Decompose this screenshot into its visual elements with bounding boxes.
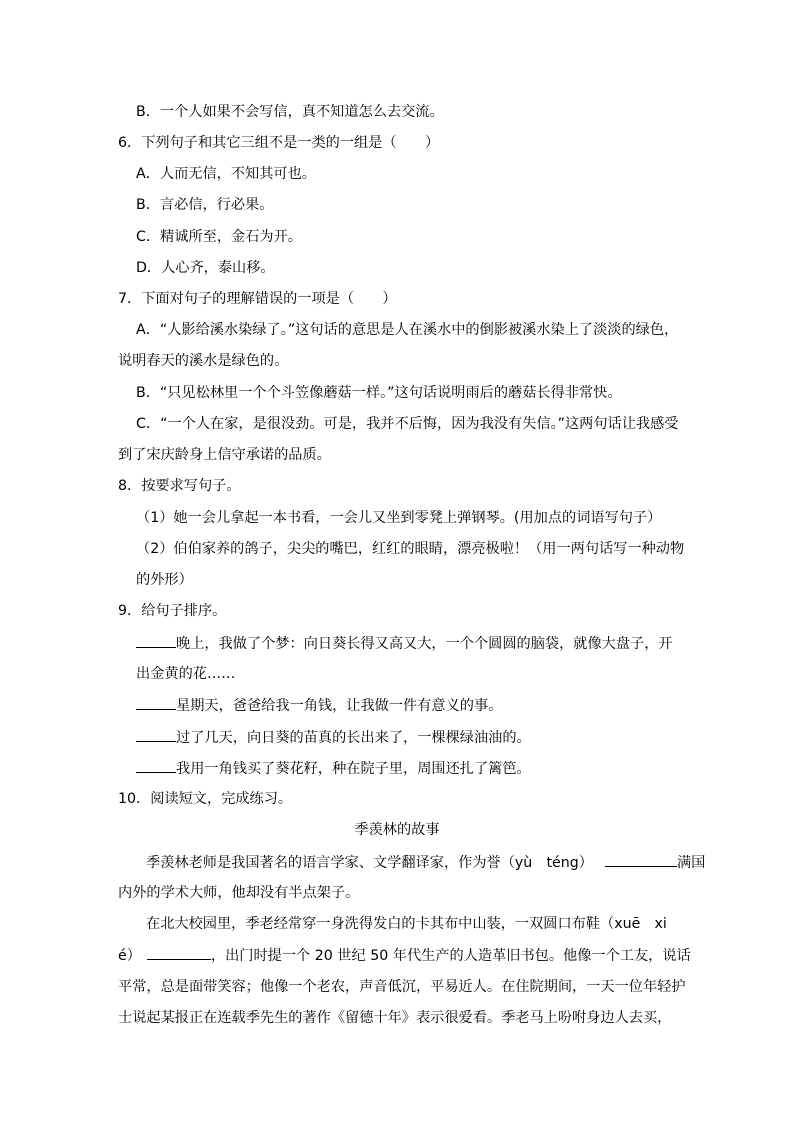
- q8-item-1: （1）她一会儿拿起一本书看，一会儿又坐到零凳上弹钢琴。(用加点的词语写句子）: [136, 510, 662, 526]
- q9-sentence-1-cont: 出金黄的花……: [136, 666, 236, 682]
- passage-p2-line1: 在北大校园里，季老经常穿一身洗得发白的卡其布中山装，一双圆口布鞋（xuē xi: [146, 916, 667, 932]
- q7-option-b: B．“只见松林里一个个斗笠像蘑菇一样。”这句话说明雨后的蘑菇长得非常快。: [136, 385, 622, 401]
- passage-p2-line4: 士说起某报正在连载季先生的著作《留德十年》表示很爱看。季老马上吩咐身边人去买，: [118, 1010, 672, 1026]
- answer-blank[interactable]: [136, 695, 176, 710]
- q8-item-2-line2: 的外形）: [136, 572, 193, 588]
- q9-sentence-4: 我用一角钱买了葵花籽，种在院子里，周围还扎了篱笆。: [136, 758, 676, 778]
- q7-option-c-line1: C．“一个人在家，是很没劲。可是，我并不后悔，因为我没有失信。”这两句话让我感受: [136, 416, 679, 432]
- q8-item-2-line1: （2）伯伯家养的鸽子，尖尖的嘴巴，红红的眼睛，漂亮极啦！（用一两句话写一种动物: [136, 541, 685, 557]
- question-6: 6．下列句子和其它三组不是一类的一组是（ ）: [118, 135, 440, 151]
- question-8: 8．按要求写句子。: [118, 478, 241, 494]
- q6-option-c: C．精诚所至，金石为开。: [136, 229, 302, 245]
- q9-sentence-1: 晚上，我做了个梦：向日葵长得又高又大，一个个圆圆的脑袋，就像大盘子，开: [136, 633, 676, 653]
- passage-p2-line3: 平常，总是面带笑容；他像一个老农，声音低沉，平易近人。在住院期间，一天一位年轻护: [118, 979, 686, 995]
- q9-sentence-2: 星期天，爸爸给我一角钱，让我做一件有意义的事。: [136, 695, 676, 715]
- question-7: 7．下面对句子的理解错误的一项是（ ）: [118, 291, 397, 307]
- passage-p1-line1: 季羡林老师是我国著名的语言学家、文学翻译家，作为誉（yù téng） 满国: [146, 852, 676, 872]
- q9-sentence-3: 过了几天，向日葵的苗真的长出来了，一棵棵绿油油的。: [136, 727, 676, 747]
- question-10: 10．阅读短文，完成练习。: [118, 791, 293, 807]
- q6-option-a: A．人而无信，不知其可也。: [136, 166, 316, 182]
- answer-blank[interactable]: [147, 945, 211, 960]
- answer-blank[interactable]: [136, 727, 176, 742]
- answer-blank[interactable]: [605, 852, 677, 867]
- q6-option-b: B．言必信，行必果。: [136, 197, 274, 213]
- passage-title: 季羡林的故事: [354, 822, 440, 838]
- answer-blank[interactable]: [136, 633, 176, 648]
- q5-option-b: B．一个人如果不会写信，真不知道怎么去交流。: [136, 104, 444, 120]
- answer-blank[interactable]: [136, 758, 176, 773]
- q6-option-d: D．人心齐，泰山移。: [136, 260, 275, 276]
- question-9: 9．给句子排序。: [118, 603, 227, 619]
- passage-p2-line2: é） ，出门时提一个 20 世纪 50 年代生产的人造革旧书包。他像一个工友，说话: [118, 945, 678, 965]
- q7-option-a-line2: 说明春天的溪水是绿色的。: [118, 353, 289, 369]
- passage-p1-line2: 内外的学术大师，他却没有半点架子。: [118, 885, 360, 901]
- q7-option-a-line1: A．“人影给溪水染绿了。”这句话的意思是人在溪水中的倒影被溪水染上了淡淡的绿色，: [136, 322, 679, 338]
- q7-option-c-line2: 到了宋庆龄身上信守承诺的品质。: [118, 447, 331, 463]
